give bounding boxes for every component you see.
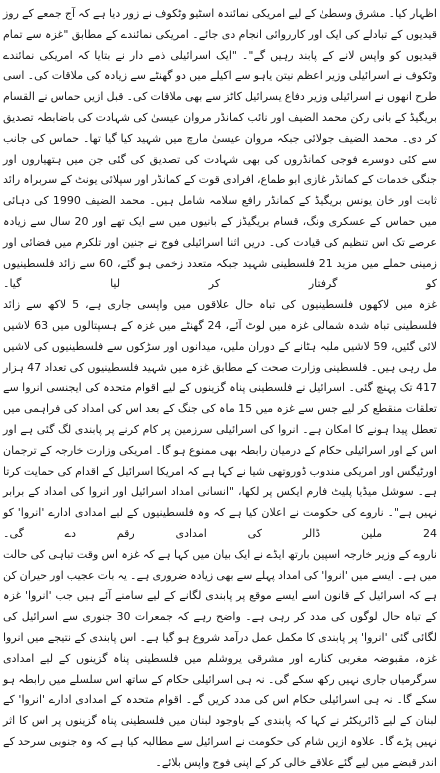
paragraph-gaza-unrwa: غزہ میں لاکھوں فلسطینیوں کی تباہ حال علاقوں میں واپسی جاری ہے، 5 لاکھ سے زائد فلسطینی تباہ شدہ شمالی غزہ میں لوٹ آئے، 24 گھنٹے میں غزہ کے ہسپتالوں میں 63 لاشیں لائی گئیں، 59 لاشیں ملبہ ہٹانے کے دوران ملیں، میدانوں اور سڑکوں سے فلسطینیوں کی لاشیں مل رہی ہیں۔ فلسطینی وزارت صحت کے مطابق غزہ میں شہید فلسطینیوں کی تعداد 47 ہزار 417 تک پہنچ گئی۔ اسرائیل نے فلسطینی پناہ گزینوں کے لیے اقوام متحدہ کی ایجنسی انروا سے تعلقات منقطع کر لیے جس سے غزہ میں 15 ماہ کی جنگ کے بعد اس کی امداد کی فراہمی میں تعطل پیدا ہونے کا امکان ہے۔ انروا کی اسرائیلی سرزمین پر کام کرنے پر پابندی لگ گئی ہے اور اس کے اور اسرائیلی حکام کے درمیان رابطہ بھی ممنوع ہو گا۔ امریکی وزارت خارجہ کے ترجمان اورٹیگس اور امریکی مندوب ڈوروتھی شیا نے کہا ہے کہ امریکا اسرائیل کے اقدام کی حمایت کرتا ہے۔ سوشل میڈیا پلیٹ فارم ایکس پر لکھا، "انسانی امداد اسرائیل اور انروا کی امداد کے برابر نہیں ہے"۔ ناروے کی حکومت نے اعلان کیا ہے کہ وہ فلسطینیوں کے لیے امدادی ادارے 'انروا' کو 24 ملین ڈالر کی امدادی رقم دے گی۔ — [3, 298, 437, 540]
paragraph-norway-unrwa: ناروے کے وزیر خارجہ اسپین بارتھ ایڈے نے ایک بیان میں کہا ہے کہ غزہ اس وقت تباہی کی حالت میں ہے۔ ایسے میں 'انروا' کی امداد پہلے سے بھی زیادہ ضروری ہے۔ یہ بات عجیب اور حیران کن ہے کہ اسرائیل کے قانون اسے ایسے موقع پر پابندی لگانے کے لیے سامنے آئے ہیں جب 'انروا' غزہ کے تباہ حال لوگوں کی مدد کر رہی ہے۔ واضح رہے کہ جمعرات 30 جنوری سے اسرائیل کی لگائی گئی 'انروا' پر پابندی کا مکمل عمل درآمد شروع ہو گیا ہے۔ اس پابندی کے نتیجے میں انروا غزہ، مقبوضہ مغربی کنارے اور مشرقی یروشلم میں فلسطینی پناہ گزینوں کے لیے امدادی سرگرمیاں جاری نہیں رکھ سکے گی۔ نہ ہی اسرائیلی حکام کے ساتھ اس سلسلے میں رابطہ ہو سکے گا۔ نہ ہی اسرائیلی حکام اس کی مدد کریں گے۔ اقوام متحدہ کے امدادی ادارے 'انروا' کے لبنان کے لیے ڈائریکٹر نے کہا کہ پابندی کے باوجود لبنان میں فلسطینی پناہ گزینوں پر اس کا اثر نہیں پڑے گا۔ علاوہ ازیں شام کی حکومت نے اسرائیل سے مطالبہ کیا ہے کہ وہ جنوبی سرحد کے اندر قبضے میں لیے گئے علاقے خالی کر کے اپنی فوج واپس بلائے۔ — [3, 547, 438, 769]
paragraph-qassam-commanders: اظہار کیا۔ مشرق وسطیٰ کے لیے امریکی نمائندہ اسٹیو وٹکوف نے زور دیا ہے کہ آج جمعے کے روز قیدیوں کے تبادلے کی ایک اور کارروائی انجام دی جائے۔ امریکی نمائندے کے مطابق "غزہ سے تمام قیدیوں کو واپس لانے کے پابند رہیں گے"۔ "ایک اسرائیلی ذمے دار نے بتایا کہ امریکی نمائندے وٹکوف نے اسرائیلی وزیر اعظم نیتن یاہو سے اکیلے میں دو گھنٹے سے زیادہ کی ملاقات کی۔ اسی طرح انھوں نے اسرائیلی وزیر دفاع یسرائیل کاٹز سے بھی ملاقات کی۔ قبل ازیں حماس نے القسام بریگیڈ کے بانی رکن محمد الضیف اور نائب کمانڈر مروان عیسیٰ کی شہادت کی باضابطہ تصدیق کر دی۔ محمد الضیف جولائی جبکہ مروان عیسیٰ مارچ میں شہید کیا گیا تھا۔ حماس کی جانب سے کئی دوسرے فوجی کمانڈروں کی بھی شہادت کی تصدیق کی گئی جن میں ہتھیاروں اور جنگی خدمات کے کمانڈر غازی ابو طماع، افرادی قوت کے کمانڈر اور سپلائی یونٹ کے سربراہ رائد ثابت اور خان یونس بریگیڈ کے کمانڈر رافع سلامہ شامل ہیں۔ محمد الضیف 1990 کی دہائی میں حماس کے عسکری ونگ، قسام بریگیڈز کے بانیوں میں سے ایک تھے اور 20 سال سے زیادہ عرصے تک اس تنظیم کی قیادت کی۔ دریں اثنا اسرائیلی فوج نے جنین اور تلکرم میں فضائی اور زمینی حملے میں مزید 21 فلسطینی شہید جبکہ متعدد زخمی ہو گئے، 60 سے زائد فلسطینیوں کو گرفتار کر لیا گیا۔ — [3, 7, 437, 291]
